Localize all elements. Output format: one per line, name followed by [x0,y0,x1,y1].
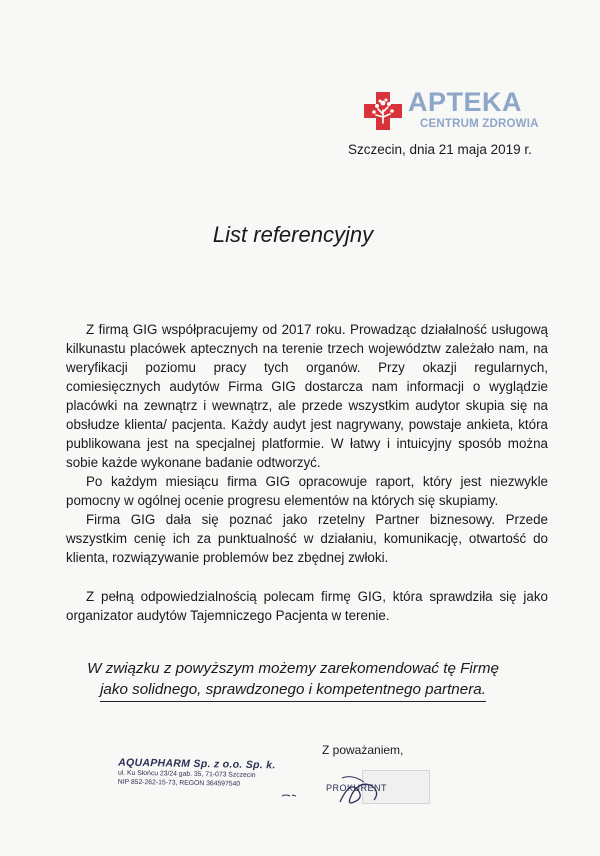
signoff: Z poważaniem, [322,743,404,757]
paragraph: Firma GIG dała się poznać jako rzetelny Partner biznesowy. Przede wszystkim cenię ich za punktualność w działaniu, komunikację, otwartość do klienta, rozwiązywanie problemów bez zbędnej zwłoki. [66,512,548,565]
document-title: List referencyjny [212,222,374,247]
cross-tree-logo-icon [362,90,404,132]
closing-line-1: W związku z powyższym możemy zarekomendować tę Firmę [87,660,499,677]
stamp-address: ul. Ku Słońcu 23/24 gab. 35, 71-073 Szczecin [117,769,256,780]
stamp-ids: NIP 852-262-15-73, REGON 364597540 [117,778,241,788]
stamp-company-name: AQUAPHARM Sp. z o.o. Sp. k. [118,756,276,772]
recommendation-closing [0,658,586,702]
paragraph: Po każdym miesiącu firma GIG opracowuje raport, który jest niezwykle pomocny w ogólnej ocenie progresu elementów na których się skupiamy. [66,474,548,508]
brand-name: APTEKA [408,87,523,117]
apteka-logo [360,88,545,136]
paragraph: Z firmą GIG współpracujemy od 2017 roku. Prowadząc działalność usługową kilkunastu placówek aptecznych na terenie trzech województw zależało nam, na weryfikacji poziomu pracy tych organów. Przy okazji regularnych, comiesięcznych audytów Firma GIG dostarcza nam informacji o wyglądzie placówki na zewnątrz i wewnątrz, ale przede wszystkim audytor skupia się na obsłudze klienta/ pacjenta. Każdy audyt jest nagrywany, powstaje ankieta, która publikowana jest na specjalnej platformie. W łatwy i intuicyjny sposób można sobie każde wykonane badanie odtworzyć. [66,322,548,470]
closing-line-2: jako solidnego, sprawdzonego i kompetentnego partnera. [100,679,486,702]
company-stamp [118,757,278,790]
place-and-date: Szczecin, dnia 21 maja 2019 r. [348,142,532,157]
letter-body [66,320,548,625]
paragraph: Z pełną odpowiedzialnością polecam firmę GIG, która sprawdziła się jako organizator audytów Tajemniczego Pacjenta w terenie. [66,589,548,623]
signature-role: PROKURENT [326,783,388,793]
brand-subtitle: CENTRUM ZDROWIA [420,118,539,130]
